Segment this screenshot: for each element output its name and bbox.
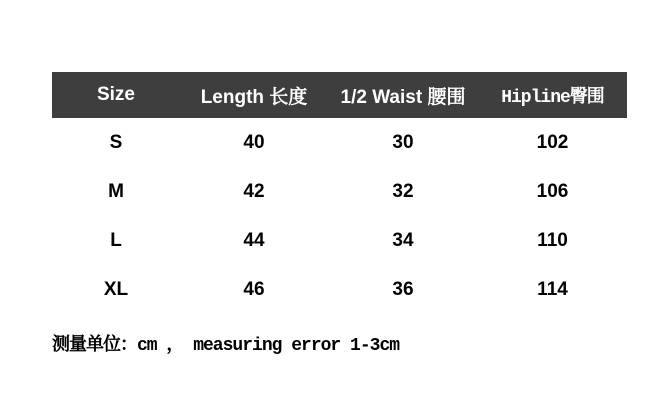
size-chart-table — [52, 72, 627, 314]
header-cell-size: Size — [96, 84, 136, 105]
table-row-xl — [52, 265, 627, 314]
cell-length: 46 — [243, 278, 265, 300]
cell-hipline: 114 — [537, 278, 568, 300]
cell-size: S — [109, 131, 123, 153]
cell-waist: 36 — [392, 278, 414, 300]
cell-waist: 30 — [392, 131, 414, 153]
cell-hipline: 102 — [536, 131, 569, 153]
cell-size: L — [110, 229, 122, 251]
cell-hipline: 106 — [536, 180, 569, 202]
cell-hipline: 110 — [537, 229, 568, 251]
measurement-note: 测量单位：cm ， measuring error 1-3cm — [52, 336, 400, 356]
cell-size: XL — [103, 278, 129, 300]
table-row-m — [52, 167, 627, 216]
cell-length: 40 — [243, 131, 265, 153]
header-cell-hipline: Hipline臀围 — [501, 88, 604, 108]
header-cell-length: Length 长度 — [200, 86, 308, 108]
cell-length: 42 — [243, 180, 265, 202]
table-row-l — [52, 216, 627, 265]
cell-length: 44 — [243, 229, 265, 251]
table-row-s — [52, 118, 627, 167]
cell-waist: 34 — [392, 229, 414, 251]
cell-size: M — [108, 180, 124, 202]
header-cell-waist: 1/2 Waist 腰围 — [340, 86, 466, 108]
cell-waist: 32 — [392, 180, 414, 202]
table-header-row — [52, 72, 627, 118]
